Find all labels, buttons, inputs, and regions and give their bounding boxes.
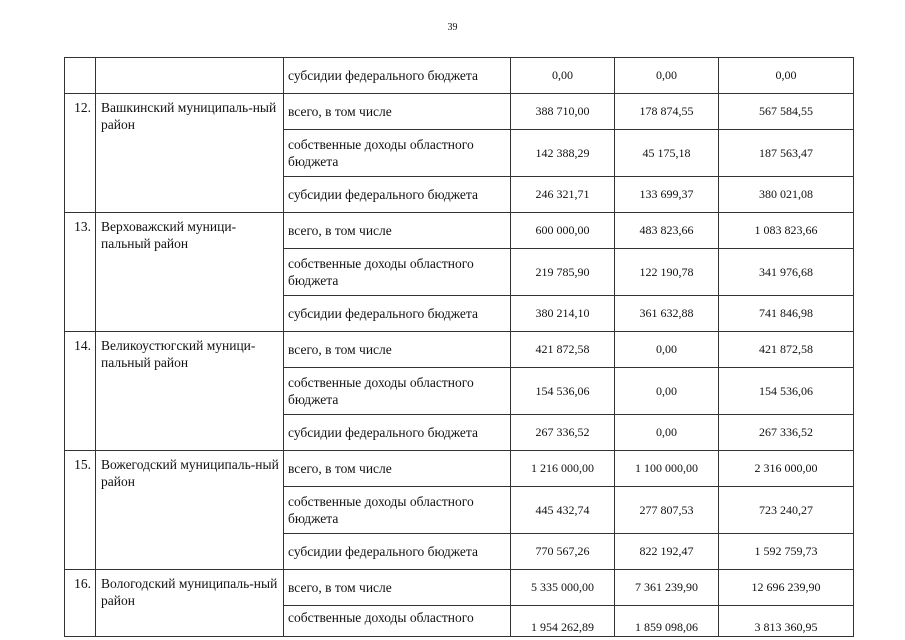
value-cell: 723 240,27 [719,487,854,534]
category-cell: субсидии федерального бюджета [284,58,511,94]
category-cell: всего, в том числе [284,94,511,130]
category-cell: субсидии федерального бюджета [284,177,511,213]
value-cell: 567 584,55 [719,94,854,130]
category-cell: всего, в том числе [284,332,511,368]
value-cell: 0,00 [615,332,719,368]
table-row [65,58,854,94]
table-row [65,570,854,606]
value-cell: 187 563,47 [719,130,854,177]
category-cell: всего, в том числе [284,570,511,606]
row-number-cell: 13. [65,213,96,332]
value-cell: 483 823,66 [615,213,719,249]
value-cell: 380 214,10 [511,296,615,332]
value-cell: 7 361 239,90 [615,570,719,606]
district-name-cell: Великоустюгский муници-пальный район [96,332,284,451]
category-cell: всего, в том числе [284,213,511,249]
value-cell: 246 321,71 [511,177,615,213]
value-cell: 0,00 [615,415,719,451]
value-cell: 770 567,26 [511,534,615,570]
value-cell: 122 190,78 [615,249,719,296]
district-name-cell: Вашкинский муниципаль-ный район [96,94,284,213]
value-cell: 3 813 360,95 [719,606,854,637]
category-cell: всего, в том числе [284,451,511,487]
value-cell: 0,00 [511,58,615,94]
value-cell: 267 336,52 [719,415,854,451]
category-cell: собственные доходы областного бюджета [284,249,511,296]
row-number-cell [65,58,96,94]
value-cell: 1 100 000,00 [615,451,719,487]
value-cell: 277 807,53 [615,487,719,534]
value-cell: 267 336,52 [511,415,615,451]
category-cell: собственные доходы областного бюджета [284,130,511,177]
category-cell: собственные доходы областного бюджета [284,368,511,415]
value-cell: 133 699,37 [615,177,719,213]
value-cell: 600 000,00 [511,213,615,249]
value-cell: 1 954 262,89 [511,606,615,637]
row-number-cell: 14. [65,332,96,451]
category-cell: субсидии федерального бюджета [284,296,511,332]
row-number-cell: 12. [65,94,96,213]
value-cell: 219 785,90 [511,249,615,296]
value-cell: 388 710,00 [511,94,615,130]
value-cell: 445 432,74 [511,487,615,534]
category-cell: собственные доходы областного [284,606,511,637]
value-cell: 1 592 759,73 [719,534,854,570]
district-name-cell [96,58,284,94]
value-cell: 341 976,68 [719,249,854,296]
table-row [65,332,854,368]
value-cell: 741 846,98 [719,296,854,332]
value-cell: 822 192,47 [615,534,719,570]
row-number-cell: 16. [65,570,96,637]
district-name-cell: Вожегодский муниципаль-ный район [96,451,284,570]
value-cell: 12 696 239,90 [719,570,854,606]
district-name-cell: Верховажский муници-пальный район [96,213,284,332]
value-cell: 0,00 [615,58,719,94]
row-number-cell: 15. [65,451,96,570]
value-cell: 421 872,58 [719,332,854,368]
value-cell: 0,00 [719,58,854,94]
value-cell: 154 536,06 [511,368,615,415]
page-number: 39 [447,22,458,33]
value-cell: 142 388,29 [511,130,615,177]
value-cell: 380 021,08 [719,177,854,213]
category-cell: субсидии федерального бюджета [284,534,511,570]
value-cell: 0,00 [615,368,719,415]
value-cell: 1 216 000,00 [511,451,615,487]
value-cell: 178 874,55 [615,94,719,130]
table-row [65,94,854,130]
district-name-cell: Вологодский муниципаль-ный район [96,570,284,637]
value-cell: 1 083 823,66 [719,213,854,249]
value-cell: 421 872,58 [511,332,615,368]
table-row [65,451,854,487]
value-cell: 1 859 098,06 [615,606,719,637]
category-cell: собственные доходы областного бюджета [284,487,511,534]
table-row [65,213,854,249]
value-cell: 361 632,88 [615,296,719,332]
value-cell: 2 316 000,00 [719,451,854,487]
value-cell: 5 335 000,00 [511,570,615,606]
value-cell: 154 536,06 [719,368,854,415]
budget-table [64,57,854,637]
category-cell: субсидии федерального бюджета [284,415,511,451]
value-cell: 45 175,18 [615,130,719,177]
